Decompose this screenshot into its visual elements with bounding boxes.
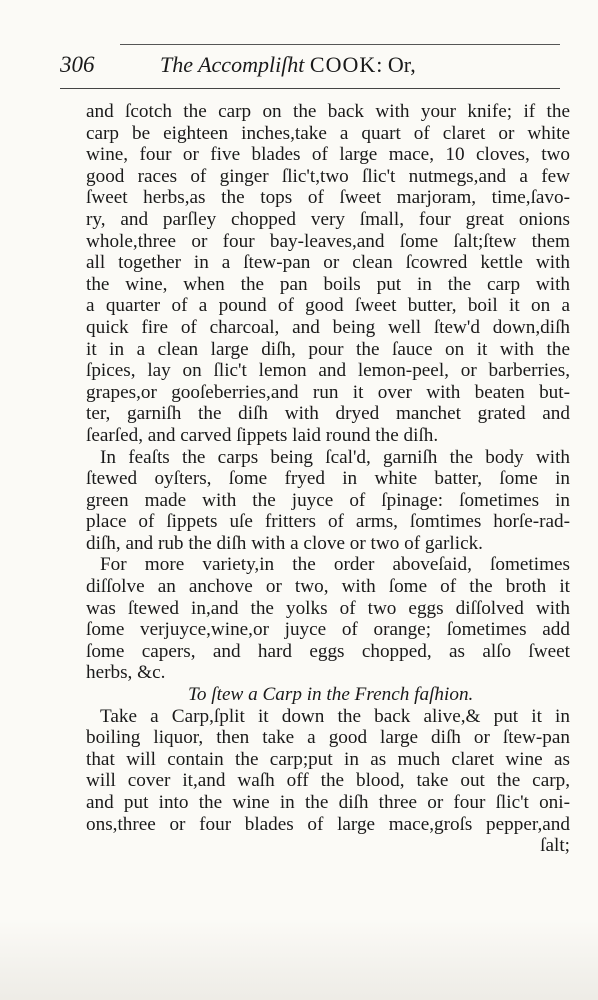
page-number: 306 xyxy=(60,52,95,77)
text-line: whole,three or four bay-leaves,and ſome ſalt;ſtew them xyxy=(86,230,570,252)
text-line: ſtewed oyſters, ſome fryed in white batter, ſome in xyxy=(86,468,570,490)
text-line: boiling liquor, then take a good large diſh or ſtew-pan xyxy=(86,727,570,749)
text-line: wine, four or five blades of large mace, 10 cloves, two xyxy=(86,144,570,166)
text-line: ſome verjuyce,wine,or juyce of orange; ſometimes add xyxy=(86,619,570,641)
text-line: ſweet herbs,as the tops of ſweet marjoram, time,ſavo- xyxy=(86,187,570,209)
text-line: ſearſed, and carved ſippets laid round the diſh. xyxy=(86,424,439,446)
text-line: the wine, when the pan boils put in the carp with xyxy=(86,273,570,295)
text-line: all together in a ſtew-pan or clean ſcowred kettle with xyxy=(86,252,570,274)
recipe-heading: To ſtew a Carp in the French faſhion. xyxy=(188,684,474,706)
text-line: it in a clean large diſh, pour the ſauce on it with the xyxy=(86,338,570,360)
text-line: ons,three or four blades of large mace,groſs pepper,and xyxy=(86,813,570,835)
text-line: ry, and parſley chopped very ſmall, four great onions xyxy=(86,208,570,230)
text-line: herbs, &c. xyxy=(86,662,166,684)
text-line: green made with the juyce of ſpinage: ſometimes in xyxy=(86,489,570,511)
text-line: ſome capers, and hard eggs chopped, as alſo ſweet xyxy=(86,640,570,662)
text-line: grapes,or gooſeberries,and run it over with beaten but- xyxy=(86,381,570,403)
text-line: For more variety,in the order aboveſaid, ſometimes xyxy=(100,554,570,576)
text-line: will cover it,and waſh off the blood, take out the carp, xyxy=(86,770,570,792)
top-border-rule xyxy=(120,44,560,45)
text-line: ter, garniſh the diſh with dryed manchet grated and xyxy=(86,403,570,425)
running-title-caps: COOK xyxy=(309,52,377,77)
text-line: a quarter of a pound of good ſweet butter, boil it on a xyxy=(86,295,570,317)
running-title-italic: The Accompliſht xyxy=(160,52,305,77)
text-line: ſpices, lay on ſlic't lemon and lemon-peel, or barberries, xyxy=(86,360,570,382)
text-line: place of ſippets uſe fritters of arms, ſomtimes horſe-rad- xyxy=(86,511,570,533)
text-line: ſalt; xyxy=(540,835,570,857)
text-line: was ſtewed in,and the yolks of two eggs diſſolved with xyxy=(86,597,570,619)
text-line: good races of ginger ſlic't,two ſlic't nutmegs,and a few xyxy=(86,165,570,187)
page-stain xyxy=(0,920,598,1000)
running-title-tail: : Or, xyxy=(376,52,416,77)
text-line: diſſolve an anchove or two, with ſome of the broth it xyxy=(86,576,570,598)
text-line: Take a Carp,ſplit it down the back alive,& put it in xyxy=(100,705,570,727)
running-header xyxy=(60,52,560,82)
text-line: and ſcotch the carp on the back with your knife; if the xyxy=(86,101,570,122)
text-line: and put into the wine in the diſh three or four ſlic't oni- xyxy=(86,792,570,813)
running-title xyxy=(160,52,416,78)
text-line: carp be eighteen inches,take a quart of claret or white xyxy=(86,122,570,144)
header-rule xyxy=(60,88,560,89)
text-line: quick fire of charcoal, and being well ſtew'd down,diſh xyxy=(86,316,570,338)
text-line: that will contain the carp;put in as much claret wine as xyxy=(86,748,570,770)
text-line: In feaſts the carps being ſcal'd, garniſh the body with xyxy=(100,446,570,468)
text-line: diſh, and rub the diſh with a clove or two of garlick. xyxy=(86,532,483,554)
body-text xyxy=(86,101,570,857)
